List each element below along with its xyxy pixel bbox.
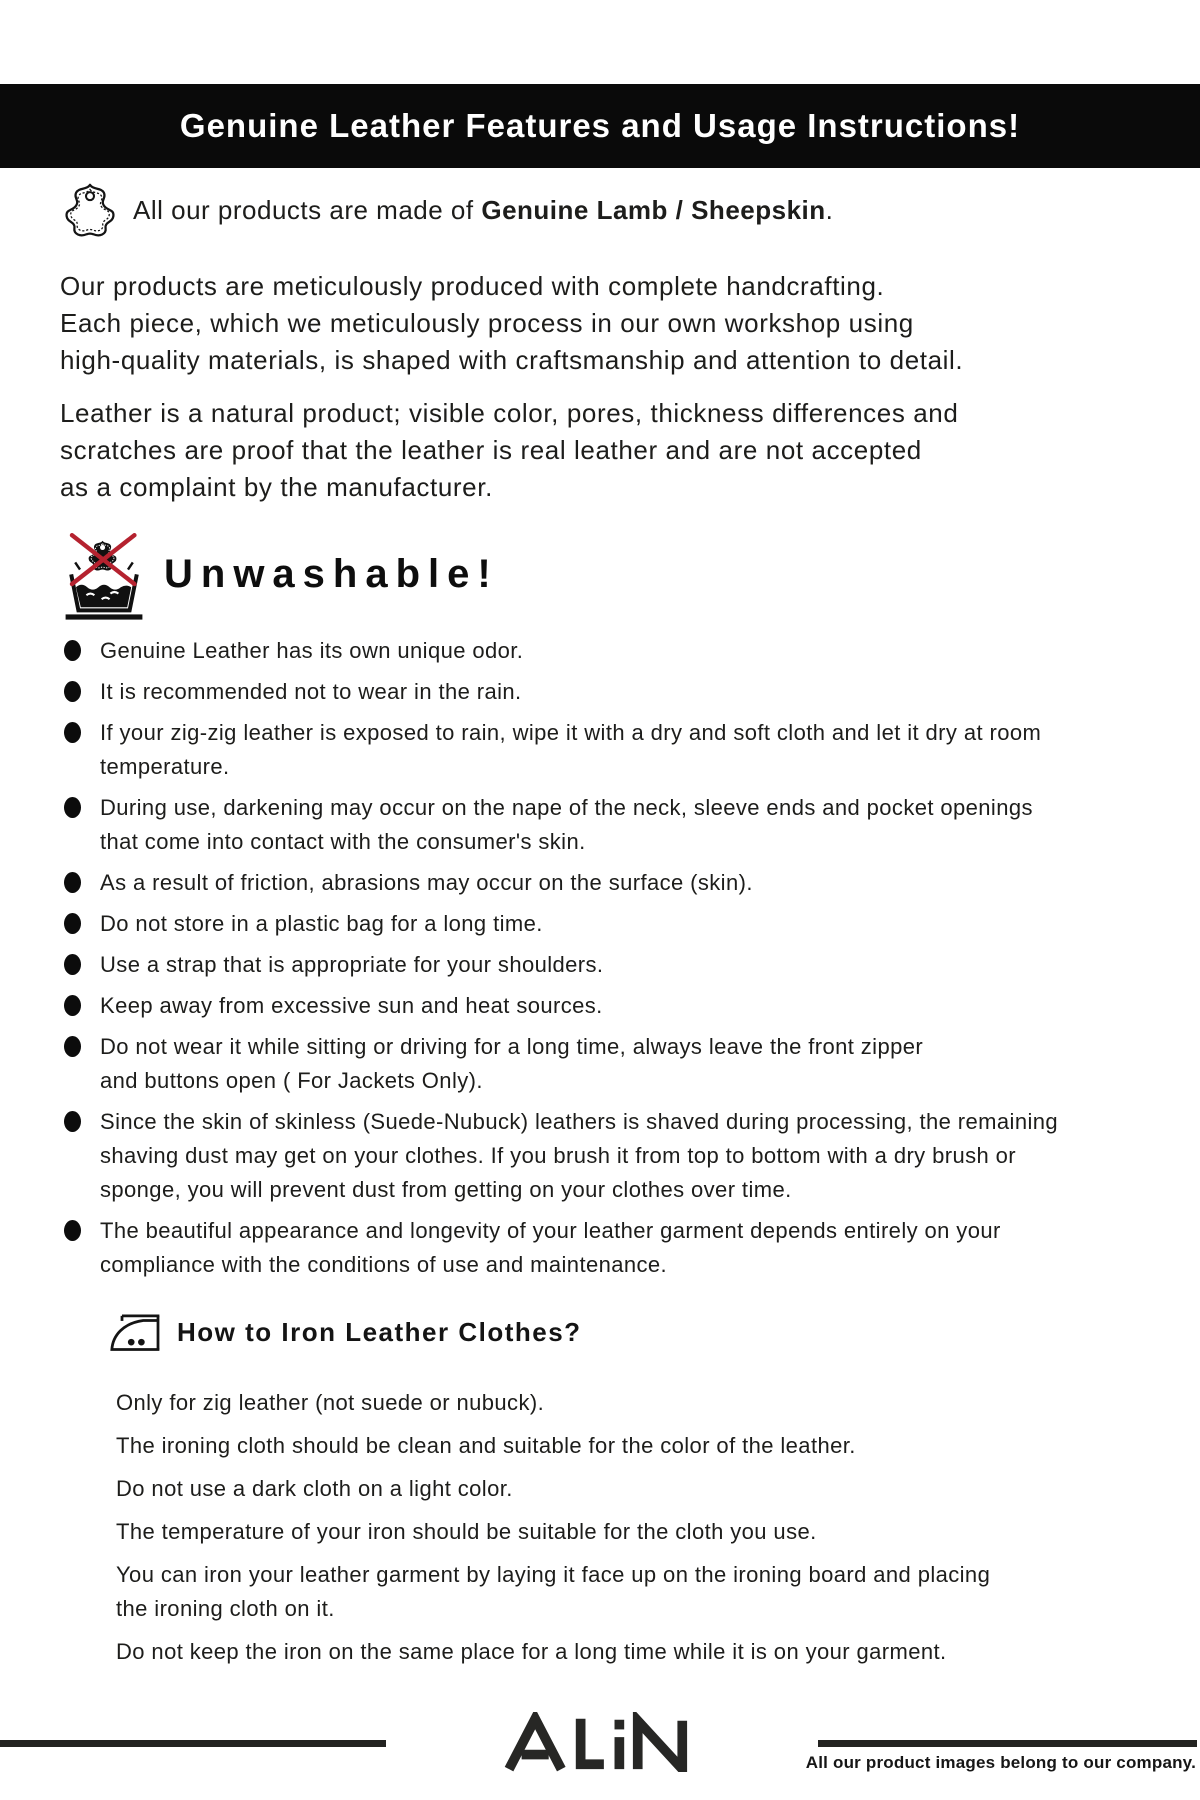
oval-bullet-icon bbox=[64, 954, 81, 975]
care-item: Do not wear it while sitting or driving for a long time, always leave the front zipper and buttons open ( For Jackets Only). bbox=[64, 1030, 1200, 1098]
footer-right-rule bbox=[818, 1740, 1197, 1747]
ironing-step: The temperature of your iron should be suitable for the cloth you use. bbox=[116, 1519, 817, 1544]
oval-bullet-icon bbox=[64, 681, 81, 702]
care-item: As a result of friction, abrasions may occur on the surface (skin). bbox=[64, 866, 1200, 900]
ironing-steps-list bbox=[116, 1386, 1200, 1669]
ironing-step: Only for zig leather (not suede or nubuck). bbox=[116, 1390, 545, 1415]
care-item: Since the skin of skinless (Suede-Nubuck) leathers is shaved during processing, the remaining shaving dust may get on your clothes. If you brush it from top to bottom with a dry brush or sponge, you will prevent dust from getting on your clothes over time. bbox=[64, 1105, 1200, 1207]
oval-bullet-icon bbox=[64, 722, 81, 743]
care-item: It is recommended not to wear in the rain. bbox=[64, 675, 1200, 709]
oval-bullet-icon bbox=[64, 640, 81, 661]
ironing-step: Do not use a dark cloth on a light color. bbox=[116, 1476, 513, 1501]
brand-logo-alin bbox=[500, 1712, 700, 1777]
care-item: During use, darkening may occur on the nape of the neck, sleeve ends and pocket openings that come into contact with the consumer's skin. bbox=[64, 791, 1200, 859]
care-item: The beautiful appearance and longevity of your leather garment depends entirely on your compliance with the conditions of use and maintenance. bbox=[64, 1214, 1200, 1282]
paragraph-natural-product: Leather is a natural product; visible color, pores, thickness differences and scratches are proof that the leather is real leather and are not accepted as a complaint by the manufacturer. bbox=[60, 398, 959, 502]
title-banner bbox=[0, 84, 1200, 168]
do-not-wash-icon bbox=[60, 528, 148, 620]
intro-suffix: . bbox=[825, 194, 834, 225]
oval-bullet-icon bbox=[64, 1036, 81, 1057]
intro-row bbox=[64, 182, 1200, 238]
oval-bullet-icon bbox=[64, 995, 81, 1016]
ironing-heading: How to Iron Leather Clothes? bbox=[177, 1316, 582, 1347]
care-item: Do not store in a plastic bag for a long time. bbox=[64, 907, 1200, 941]
intro-prefix: All our products are made of bbox=[133, 194, 482, 225]
ironing-step: Do not keep the iron on the same place for a long time while it is on your garment. bbox=[116, 1639, 947, 1664]
iron-icon bbox=[106, 1308, 162, 1356]
footer-note: All our product images belong to our company. bbox=[805, 1753, 1196, 1772]
leather-hide-icon bbox=[64, 182, 116, 238]
page-title: Genuine Leather Features and Usage Instructions! bbox=[179, 107, 1021, 144]
footer-left-rule bbox=[0, 1740, 386, 1747]
content-area bbox=[0, 168, 1200, 1678]
oval-bullet-icon bbox=[64, 872, 81, 893]
oval-bullet-icon bbox=[64, 1111, 81, 1132]
care-item: If your zig-zig leather is exposed to rain, wipe it with a dry and soft cloth and let it dry at room temperature. bbox=[64, 716, 1200, 784]
ironing-heading-row bbox=[106, 1308, 1200, 1356]
unwashable-heading: Unwashable! bbox=[164, 551, 499, 596]
unwashable-heading-row bbox=[60, 528, 1200, 620]
care-item: Keep away from excessive sun and heat sources. bbox=[64, 989, 1200, 1023]
care-item: Genuine Leather has its own unique odor. bbox=[64, 634, 1200, 668]
ironing-step: The ironing cloth should be clean and suitable for the color of the leather. bbox=[116, 1433, 856, 1458]
paragraph-handcrafting: Our products are meticulously produced with complete handcrafting. Each piece, which we meticulously process in our own workshop using high-quality materials, is shaped with craftsmanship and attention to detail. bbox=[60, 271, 964, 375]
intro-highlight: Genuine Lamb / Sheepskin bbox=[481, 194, 826, 225]
oval-bullet-icon bbox=[64, 797, 81, 818]
ironing-step: You can iron your leather garment by laying it face up on the ironing board and placing the ironing cloth on it. bbox=[116, 1562, 991, 1621]
intro-text bbox=[133, 195, 833, 226]
care-item: Use a strap that is appropriate for your shoulders. bbox=[64, 948, 1200, 982]
oval-bullet-icon bbox=[64, 1220, 81, 1241]
oval-bullet-icon bbox=[64, 913, 81, 934]
care-instructions-list bbox=[64, 634, 1200, 1282]
